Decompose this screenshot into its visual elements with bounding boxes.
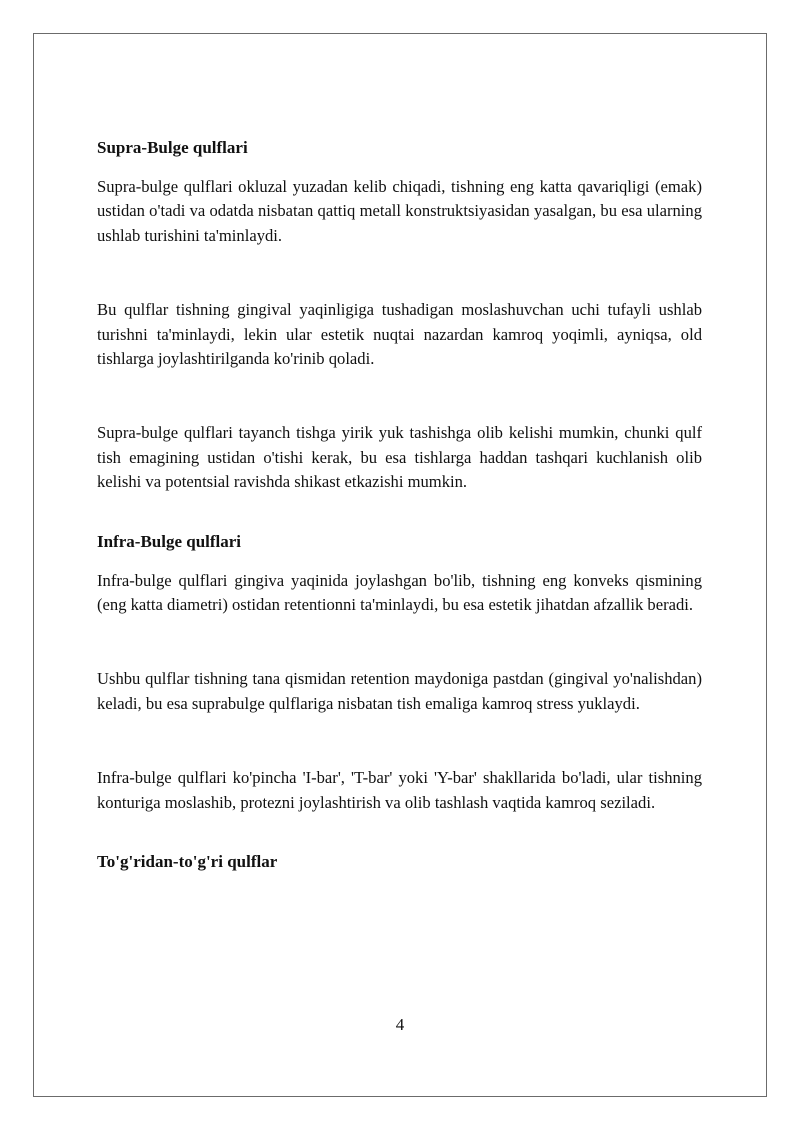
paragraph: Infra-bulge qulflari ko'pincha 'I-bar', 'T-bar' yoki 'Y-bar' shakllarida bo'ladi, ular tishning konturiga moslashib, protezni joylashtirish va olib tashlash vaqtida kamroq seziladi. bbox=[97, 768, 702, 812]
section-heading-infra-bulge: Infra-Bulge qulflari bbox=[97, 531, 242, 551]
paragraph: Bu qulflar tishning gingival yaqinligiga tushadigan moslashuvchan uchi tufayli ushlab turishni ta'minlaydi, lekin ular estetik nuqtai nazardan kamroq yoqimli, ayniqsa, old tishlarga joylashtirilganda ko'rinib qoladi. bbox=[97, 300, 702, 369]
page-number: 4 bbox=[395, 1015, 405, 1034]
paragraph: Supra-bulge qulflari tayanch tishga yirik yuk tashishga olib kelishi mumkin, chunki qulf tish emagining ustidan o'tishi kerak, bu esa tishlarga haddan tashqari kuchlanish olib kelishi va potentsial ravishda shikast etkazishi mumkin. bbox=[97, 423, 702, 492]
document-body bbox=[97, 136, 702, 889]
section-heading-direct-clasps: To'g'ridan-to'g'ri qulflar bbox=[97, 852, 278, 872]
section-heading-supra-bulge: Supra-Bulge qulflari bbox=[97, 138, 248, 157]
paragraph: Ushbu qulflar tishning tana qismidan retention maydoniga pastdan (gingival yo'nalishdan) keladi, bu esa suprabulge qulflariga nisbatan tish emaliga kamroq stress yuklaydi. bbox=[97, 669, 702, 713]
paragraph: Supra-bulge qulflari okluzal yuzadan kelib chiqadi, tishning eng katta qavariqligi (emak) ustidan o'tadi va odatda nisbatan qattiq metall konstruktsiyasidan yasalgan, bu esa ularning ushlab turishini ta'minlaydi. bbox=[97, 177, 702, 245]
paragraph: Infra-bulge qulflari gingiva yaqinida joylashgan bo'lib, tishning eng konveks qismining (eng katta diametri) ostidan retentionni ta'minlaydi, bu esa estetik jihatdan afzallik beradi. bbox=[97, 570, 702, 615]
